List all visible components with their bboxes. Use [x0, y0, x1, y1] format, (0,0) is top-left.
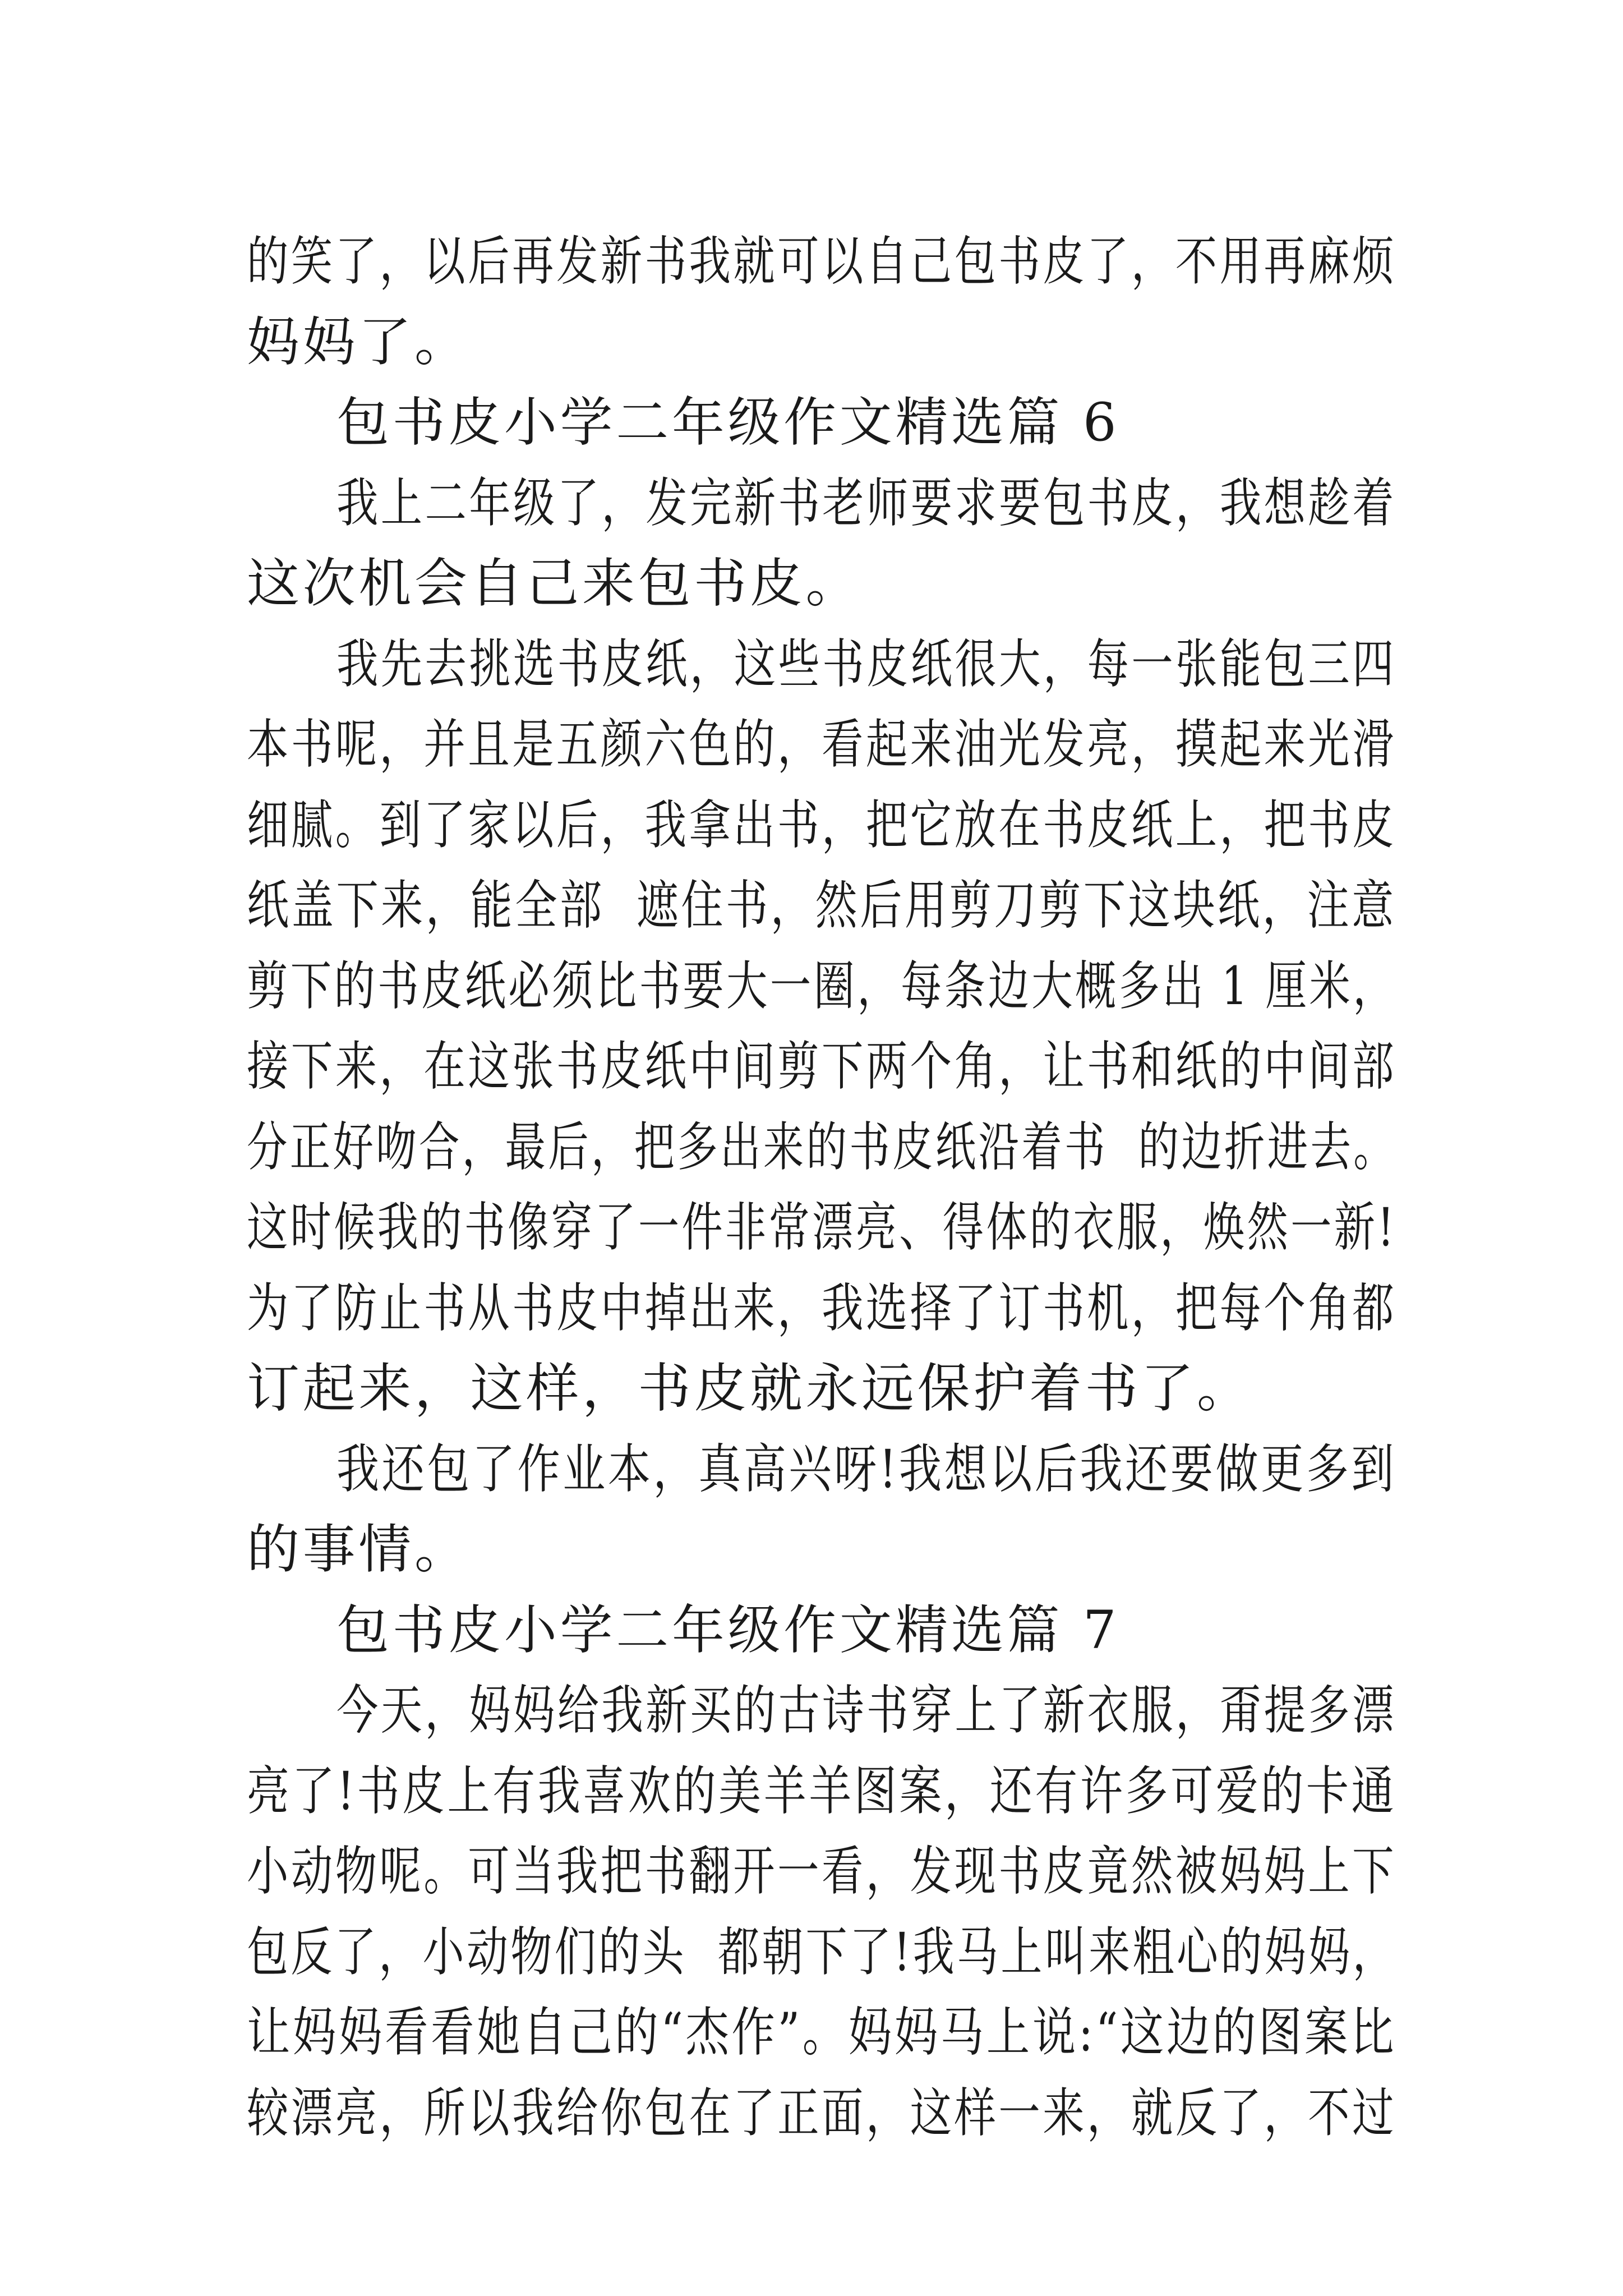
text-line: 这次机会自己来包书皮。	[247, 553, 862, 614]
text-line: 本书呢，并且是五颜六色的，看起来油光发亮，摸起来光滑	[247, 714, 1396, 775]
text-line: 让妈妈看看她自己的“杰作”。妈妈马上说:“这边的图案比	[247, 2002, 1397, 2063]
text-line: 分正好吻合，最后，把多出来的书皮纸沿着书 的边折进去。	[247, 1116, 1397, 1178]
text-line: 较漂亮，所以我给你包在了正面，这样一来，就反了，不过	[247, 2082, 1396, 2144]
text-line: 的笑了，以后再发新书我就可以自己包书皮了，不用再麻烦	[247, 231, 1396, 292]
text-line: 亮了!书皮上有我喜欢的美羊羊图案，还有许多可爱的卡通	[247, 1760, 1397, 1822]
text-line: 的事情。	[247, 1519, 471, 1580]
section-heading: 包书皮小学二年级作文精选篇 6	[336, 392, 1120, 453]
text-line: 为了防止书从书皮中掉出来，我选择了订书机，把每个角都	[247, 1277, 1396, 1339]
text-line: 我先去挑选书皮纸，这些书皮纸很大，每一张能包三四	[336, 633, 1396, 695]
text-line: 小动物呢。可当我把书翻开一看，发现书皮竟然被妈妈上下	[247, 1841, 1396, 1902]
text-line: 纸盖下来，能全部 遮住书，然后用剪刀剪下这块纸，注意	[247, 875, 1396, 936]
text-line: 接下来，在这张书皮纸中间剪下两个角，让书和纸的中间部	[247, 1036, 1396, 1097]
text-line: 订起来，这样，书皮就永远保护着书了。	[247, 1358, 1253, 1419]
essay-text	[247, 222, 1396, 2154]
text-line: 我还包了作业本，真高兴呀!我想以后我还要做更多到	[336, 1438, 1397, 1500]
section-heading: 包书皮小学二年级作文精选篇 7	[336, 1599, 1120, 1661]
text-line: 剪下的书皮纸必须比书要大一圈，每条边大概多出 1 厘米，	[247, 955, 1396, 1017]
text-line: 我上二年级了，发完新书老师要求要包书皮，我想趁着	[336, 472, 1396, 534]
text-line: 包反了，小动物们的头 都朝下了!我马上叫来粗心的妈妈，	[247, 1921, 1396, 1983]
text-line: 这时候我的书像穿了一件非常漂亮、得体的衣服，焕然一新!	[247, 1197, 1397, 1258]
text-line: 细腻。到了家以后，我拿出书，把它放在书皮纸上，把书皮	[247, 794, 1396, 856]
text-line: 今天，妈妈给我新买的古诗书穿上了新衣服，甭提多漂	[336, 1680, 1396, 1741]
text-line: 妈妈了。	[247, 311, 471, 373]
